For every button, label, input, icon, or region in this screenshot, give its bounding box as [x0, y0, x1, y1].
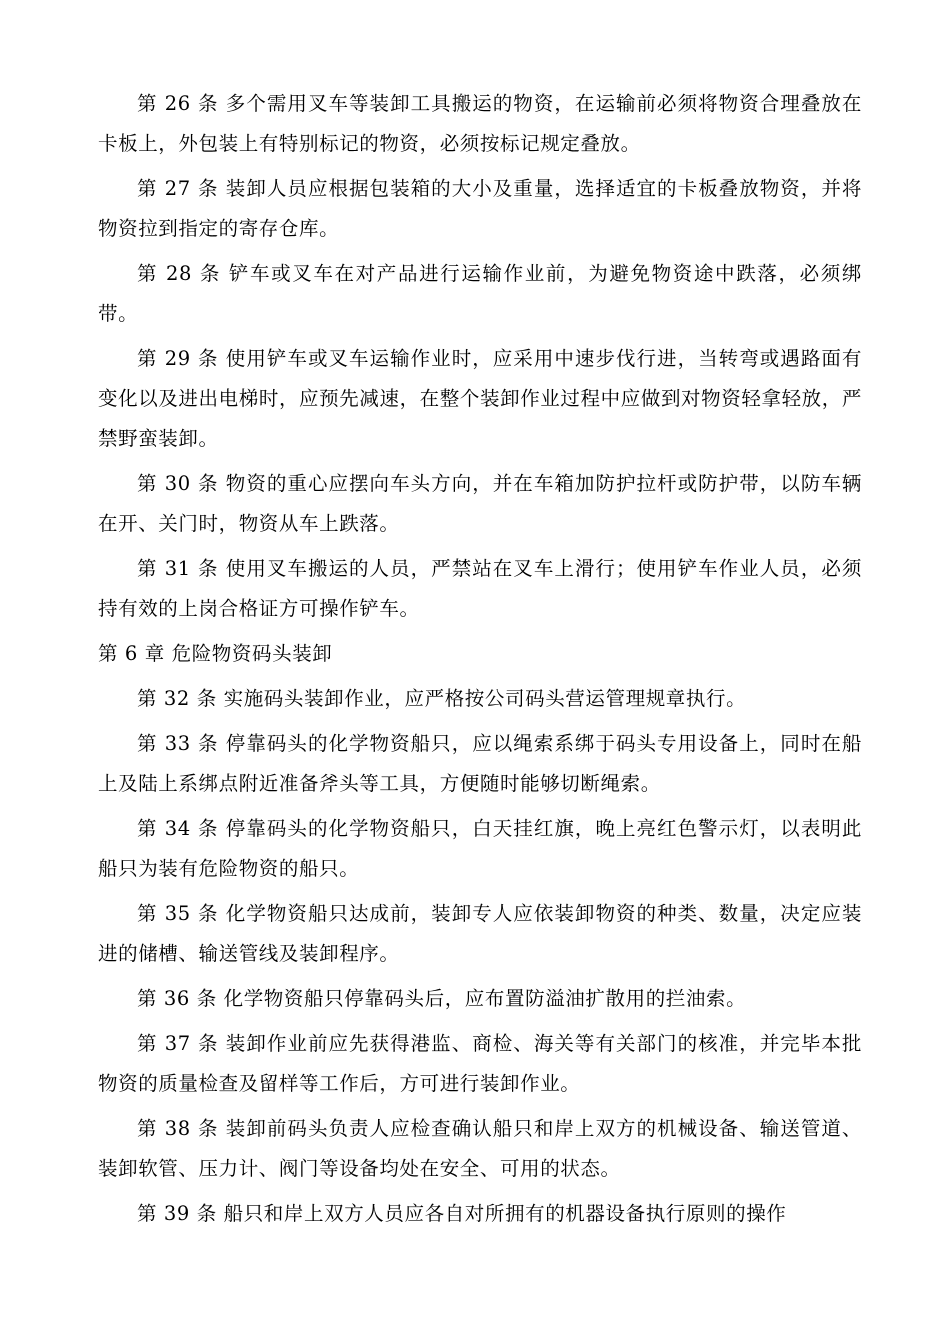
- article-38: 第 38 条 装卸前码头负责人应检查确认船只和岸上双方的机械设备、输送管道、装卸软管、压力计、阀门等设备均处在安全、可用的状态。: [98, 1117, 862, 1180]
- article-37: 第 37 条 装卸作业前应先获得港监、商检、海关等有关部门的核准，并完毕本批物资的质量检查及留样等工作后，方可进行装卸作业。: [98, 1032, 862, 1095]
- document-page: [98, 84, 862, 1239]
- chapter-6-heading: 第 6 章 危险物资码头装卸: [98, 642, 333, 665]
- article-28: 第 28 条 铲车或叉车在对产品进行运输作业前，为避免物资途中跌落，必须绑带。: [98, 262, 862, 325]
- article-26: 第 26 条 多个需用叉车等装卸工具搬运的物资，在运输前必须将物资合理叠放在卡板上，外包装上有特别标记的物资，必须按标记规定叠放。: [98, 92, 862, 155]
- article-33: 第 33 条 停靠码头的化学物资船只，应以绳索系绑于码头专用设备上，同时在船上及陆上系绑点附近准备斧头等工具，方便随时能够切断绳索。: [98, 732, 862, 795]
- article-27: 第 27 条 装卸人员应根据包装箱的大小及重量，选择适宜的卡板叠放物资，并将物资拉到指定的寄存仓库。: [98, 177, 862, 240]
- article-29: 第 29 条 使用铲车或叉车运输作业时，应采用中速步伐行进，当转弯或遇路面有变化以及进出电梯时，应预先减速，在整个装卸作业过程中应做到对物资轻拿轻放，严禁野蛮装卸。: [98, 347, 862, 450]
- article-36: 第 36 条 化学物资船只停靠码头后，应布置防溢油扩散用的拦油索。: [137, 987, 747, 1010]
- article-35: 第 35 条 化学物资船只达成前，装卸专人应依装卸物资的种类、数量，决定应装进的储槽、输送管线及装卸程序。: [98, 902, 862, 965]
- article-31: 第 31 条 使用叉车搬运的人员，严禁站在叉车上滑行；使用铲车作业人员，必须持有效的上岗合格证方可操作铲车。: [98, 557, 862, 620]
- article-39: 第 39 条 船只和岸上双方人员应各自对所拥有的机器设备执行原则的操作: [137, 1202, 787, 1225]
- article-34: 第 34 条 停靠码头的化学物资船只，白天挂红旗，晚上亮红色警示灯，以表明此船只为装有危险物资的船只。: [98, 817, 862, 880]
- article-32: 第 32 条 实施码头装卸作业，应严格按公司码头营运管理规章执行。: [137, 687, 747, 710]
- article-30: 第 30 条 物资的重心应摆向车头方向，并在车箱加防护拉杆或防护带，以防车辆在开、关门时，物资从车上跌落。: [98, 472, 862, 535]
